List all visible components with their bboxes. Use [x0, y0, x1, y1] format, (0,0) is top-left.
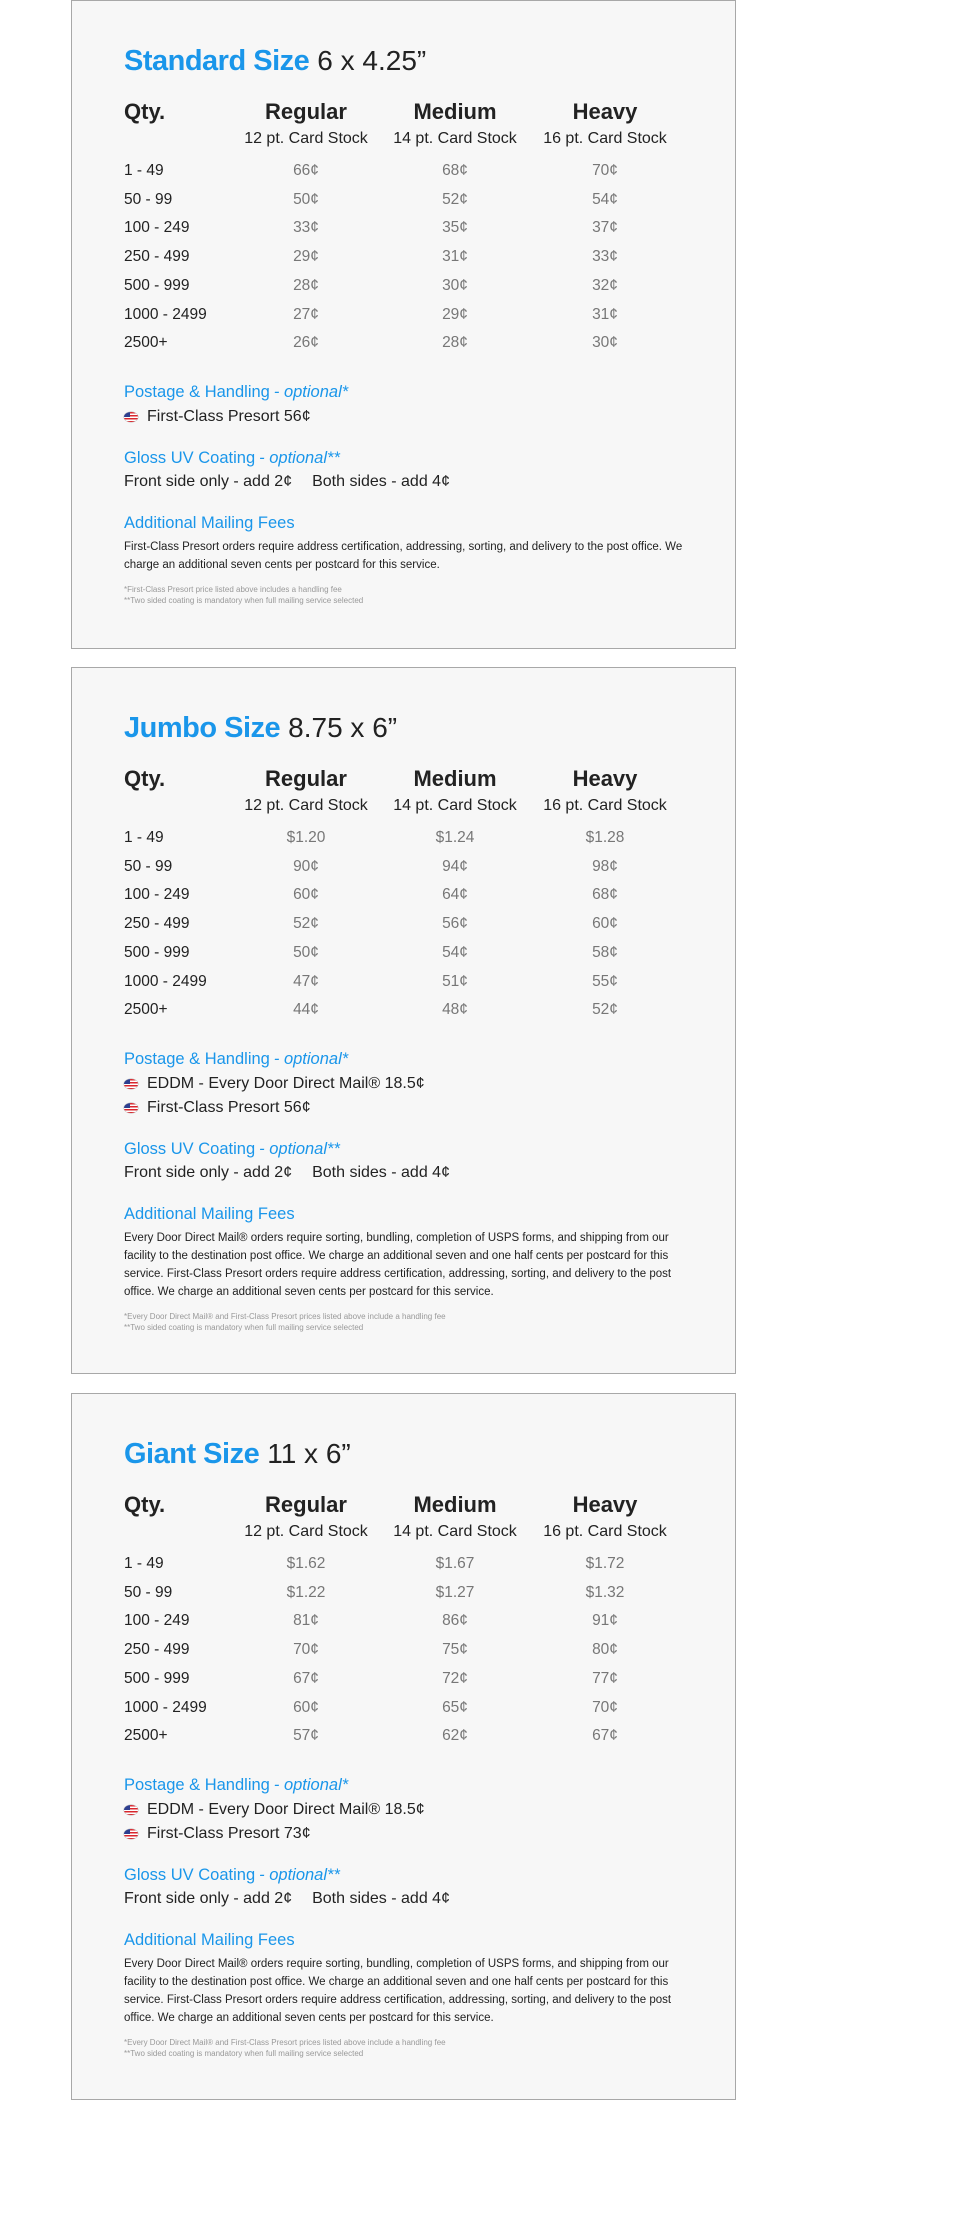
coating-front: Front side only - add 2¢: [124, 1164, 293, 1181]
heavy-header: Heavy: [572, 766, 638, 791]
fees-description: Every Door Direct Mail® orders require sorting, bundling, completion of USPS forms, and shipping from our facility to the destination post office. We charge an additional seven and one half cents per postcard for this service. First-Class Presort orders require address certification, addressing, sorting, and delivery to the post office. We charge an additional seven cents per postcard for this service.: [124, 1958, 672, 2024]
heavy-price: 98¢: [592, 857, 618, 875]
qty-header: Qty.: [124, 1492, 166, 1517]
medium-price: 64¢: [442, 886, 468, 904]
postage-title-text: Postage & Handling: [124, 383, 270, 401]
fees-title: Additional Mailing Fees: [124, 514, 295, 532]
table-row: [124, 1641, 715, 1670]
regular-price: 81¢: [293, 1612, 319, 1630]
medium-price: 62¢: [442, 1727, 468, 1745]
us-flag-icon: [124, 1829, 138, 1839]
postage-title-text: Postage & Handling: [124, 1050, 270, 1068]
medium-price: $1.24: [435, 829, 475, 846]
price-card: [71, 667, 736, 1374]
postage-option-text: EDDM - Every Door Direct Mail® 18.5¢: [147, 1801, 425, 1818]
medium-price: 51¢: [442, 972, 468, 990]
regular-price: 70¢: [293, 1641, 319, 1659]
heavy-price: 77¢: [592, 1669, 618, 1687]
postage-option: [124, 1099, 311, 1117]
regular-price: 27¢: [293, 305, 319, 323]
postage-option-text: First-Class Presort 56¢: [147, 408, 311, 425]
table-row: [124, 306, 715, 335]
medium-price: 35¢: [442, 219, 468, 237]
regular-price: 67¢: [293, 1669, 319, 1687]
postage-title-text: Postage & Handling: [124, 1776, 270, 1794]
postage-option: [124, 408, 311, 426]
regular-price: $1.22: [286, 1583, 326, 1601]
postage-optional: - optional*: [273, 383, 349, 401]
card-title: [124, 45, 426, 78]
heavy-price: 55¢: [592, 972, 618, 990]
footnote-coating: **Two sided coating is mandatory when full mailing service selected: [124, 596, 364, 605]
table-row: [124, 277, 715, 306]
qty-range: 500 - 999: [124, 1669, 190, 1687]
regular-header: Regular: [265, 766, 347, 791]
medium-stock-label: 14 pt. Card Stock: [393, 1523, 517, 1540]
table-row: [124, 915, 715, 944]
coating-options: [124, 473, 450, 491]
regular-stock-label: 12 pt. Card Stock: [244, 1523, 368, 1540]
coating-optional: - optional**: [259, 1866, 340, 1884]
us-flag-icon: [124, 1079, 138, 1089]
coating-title-text: Gloss UV Coating: [124, 449, 256, 467]
qty-range: 250 - 499: [124, 915, 190, 933]
coating-options: [124, 1890, 450, 1908]
size-dimensions: 11 x 6”: [267, 1438, 351, 1469]
size-dimensions: 6 x 4.25”: [317, 45, 427, 76]
qty-range: 100 - 249: [124, 1612, 190, 1630]
postage-optional: - optional*: [273, 1776, 349, 1794]
qty-range: 250 - 499: [124, 1641, 190, 1659]
medium-price: 86¢: [442, 1612, 468, 1630]
size-name: Standard Size: [124, 45, 310, 77]
table-row: [124, 1584, 715, 1613]
regular-price: 66¢: [293, 162, 319, 179]
postage-title: [124, 1776, 348, 1795]
heavy-price: 30¢: [592, 334, 618, 352]
regular-header: Regular: [265, 99, 347, 124]
regular-price: 50¢: [293, 190, 319, 208]
qty-range: 100 - 249: [124, 219, 190, 237]
regular-price: $1.20: [286, 829, 326, 846]
postage-option-text: First-Class Presort 56¢: [147, 1099, 311, 1116]
regular-price: 90¢: [293, 857, 319, 875]
qty-range: 1000 - 2499: [124, 1698, 207, 1716]
medium-price: 48¢: [442, 1001, 468, 1019]
qty-range: 500 - 999: [124, 943, 190, 961]
medium-header: Medium: [413, 99, 497, 124]
card-title: [124, 1438, 351, 1471]
medium-price: 52¢: [442, 190, 468, 208]
regular-stock-label: 12 pt. Card Stock: [244, 130, 368, 147]
qty-range: 50 - 99: [124, 1583, 173, 1601]
heavy-price: 70¢: [592, 162, 618, 179]
us-flag-icon: [124, 412, 138, 422]
size-dimensions: 8.75 x 6”: [288, 712, 398, 743]
medium-price: 28¢: [442, 334, 468, 352]
heavy-price: $1.28: [585, 829, 625, 846]
coating-both: Both sides - add 4¢: [312, 473, 450, 490]
medium-price: 30¢: [442, 276, 468, 294]
coating-title-text: Gloss UV Coating: [124, 1866, 256, 1884]
table-row: [124, 829, 715, 858]
postage-optional: - optional*: [273, 1050, 349, 1068]
qty-range: 1 - 49: [124, 1555, 164, 1572]
qty-header: Qty.: [124, 766, 166, 791]
regular-price: 44¢: [293, 1001, 319, 1019]
heavy-stock-label: 16 pt. Card Stock: [543, 130, 667, 147]
table-row: [124, 191, 715, 220]
coating-optional: - optional**: [259, 449, 340, 467]
regular-stock-label: 12 pt. Card Stock: [244, 797, 368, 814]
footnote-coating: **Two sided coating is mandatory when full mailing service selected: [124, 2049, 364, 2058]
fees-description: Every Door Direct Mail® orders require sorting, bundling, completion of USPS forms, and shipping from our facility to the destination post office. We charge an additional seven and one half cents per postcard for this service. First-Class Presort orders require address certification, addressing, sorting, and delivery to the post office. We charge an additional seven cents per postcard for this service.: [124, 1232, 672, 1298]
qty-range: 1000 - 2499: [124, 972, 207, 990]
footnote-postage: *Every Door Direct Mail® and First-Class Presort prices listed above include a handling fee: [124, 1312, 446, 1321]
medium-price: 72¢: [442, 1669, 468, 1687]
table-row: [124, 1670, 715, 1699]
postage-option-text: EDDM - Every Door Direct Mail® 18.5¢: [147, 1075, 425, 1092]
postage-title: [124, 383, 348, 402]
qty-range: 250 - 499: [124, 248, 190, 266]
medium-price: 54¢: [442, 943, 468, 961]
qty-range: 50 - 99: [124, 857, 173, 875]
table-row: [124, 973, 715, 1002]
coating-both: Both sides - add 4¢: [312, 1164, 450, 1181]
footnote-postage: *Every Door Direct Mail® and First-Class Presort prices listed above include a handling fee: [124, 2038, 446, 2047]
card-content: [124, 668, 715, 1375]
regular-price: 47¢: [293, 972, 319, 990]
qty-range: 100 - 249: [124, 886, 190, 904]
regular-price: $1.62: [286, 1555, 326, 1572]
regular-price: 29¢: [293, 248, 319, 266]
table-row: [124, 1612, 715, 1641]
regular-price: 33¢: [293, 219, 319, 237]
heavy-price: 52¢: [592, 1001, 618, 1019]
regular-price: 60¢: [293, 1698, 319, 1716]
heavy-stock-label: 16 pt. Card Stock: [543, 1523, 667, 1540]
price-card: [71, 0, 736, 649]
card-title: [124, 712, 397, 745]
medium-price: 31¢: [442, 248, 468, 266]
qty-range: 1 - 49: [124, 829, 164, 846]
heavy-price: 67¢: [592, 1727, 618, 1745]
coating-front: Front side only - add 2¢: [124, 473, 293, 490]
heavy-price: 54¢: [592, 190, 618, 208]
medium-price: $1.67: [435, 1555, 475, 1572]
coating-options: [124, 1164, 450, 1182]
regular-price: 28¢: [293, 276, 319, 294]
heavy-stock-label: 16 pt. Card Stock: [543, 797, 667, 814]
coating-title: [124, 1140, 340, 1159]
heavy-header: Heavy: [572, 1492, 638, 1517]
size-name: Jumbo Size: [124, 712, 281, 744]
qty-range: 2500+: [124, 1001, 168, 1019]
heavy-price: 32¢: [592, 276, 618, 294]
us-flag-icon: [124, 1103, 138, 1113]
postage-option: [124, 1075, 425, 1093]
heavy-price: $1.32: [585, 1583, 625, 1601]
medium-price: $1.27: [435, 1583, 475, 1601]
table-row: [124, 248, 715, 277]
heavy-price: 31¢: [592, 305, 618, 323]
qty-range: 1 - 49: [124, 162, 164, 179]
table-row: [124, 886, 715, 915]
medium-price: 68¢: [442, 162, 468, 179]
table-row: [124, 334, 715, 363]
qty-range: 2500+: [124, 1727, 168, 1745]
qty-header: Qty.: [124, 99, 166, 124]
heavy-price: 33¢: [592, 248, 618, 266]
medium-price: 65¢: [442, 1698, 468, 1716]
us-flag-icon: [124, 1805, 138, 1815]
qty-range: 1000 - 2499: [124, 305, 207, 323]
postage-option: [124, 1825, 311, 1843]
postage-option: [124, 1801, 425, 1819]
coating-title-text: Gloss UV Coating: [124, 1140, 256, 1158]
table-row: [124, 1727, 715, 1756]
size-name: Giant Size: [124, 1438, 260, 1470]
medium-price: 29¢: [442, 305, 468, 323]
table-row: [124, 1555, 715, 1584]
regular-price: 50¢: [293, 943, 319, 961]
medium-price: 94¢: [442, 857, 468, 875]
medium-header: Medium: [413, 766, 497, 791]
qty-range: 500 - 999: [124, 276, 190, 294]
postage-title: [124, 1050, 348, 1069]
coating-optional: - optional**: [259, 1140, 340, 1158]
qty-range: 50 - 99: [124, 190, 173, 208]
coating-title: [124, 449, 340, 468]
footnote-postage: *First-Class Presort price listed above includes a handling fee: [124, 585, 342, 594]
regular-price: 26¢: [293, 334, 319, 352]
heavy-price: 68¢: [592, 886, 618, 904]
regular-price: 60¢: [293, 886, 319, 904]
medium-stock-label: 14 pt. Card Stock: [393, 797, 517, 814]
regular-header: Regular: [265, 1492, 347, 1517]
card-content: [124, 1394, 715, 2101]
medium-price: 75¢: [442, 1641, 468, 1659]
regular-price: 57¢: [293, 1727, 319, 1745]
table-row: [124, 1001, 715, 1030]
fees-title: Additional Mailing Fees: [124, 1931, 295, 1949]
table-row: [124, 219, 715, 248]
card-content: [124, 1, 715, 650]
heavy-price: 80¢: [592, 1641, 618, 1659]
medium-stock-label: 14 pt. Card Stock: [393, 130, 517, 147]
regular-price: 52¢: [293, 915, 319, 933]
coating-front: Front side only - add 2¢: [124, 1890, 293, 1907]
heavy-price: 58¢: [592, 943, 618, 961]
heavy-price: 91¢: [592, 1612, 618, 1630]
heavy-price: 37¢: [592, 219, 618, 237]
price-card: [71, 1393, 736, 2100]
fees-title: Additional Mailing Fees: [124, 1205, 295, 1223]
heavy-price: $1.72: [585, 1555, 625, 1572]
postage-option-text: First-Class Presort 73¢: [147, 1825, 311, 1842]
table-row: [124, 944, 715, 973]
table-row: [124, 162, 715, 191]
coating-both: Both sides - add 4¢: [312, 1890, 450, 1907]
table-row: [124, 858, 715, 887]
coating-title: [124, 1866, 340, 1885]
fees-description: First-Class Presort orders require address certification, addressing, sorting, and delivery to the post office. We charge an additional seven cents per postcard for this service.: [124, 541, 683, 571]
heavy-header: Heavy: [572, 99, 638, 124]
table-row: [124, 1699, 715, 1728]
heavy-price: 60¢: [592, 915, 618, 933]
heavy-price: 70¢: [592, 1698, 618, 1716]
footnote-coating: **Two sided coating is mandatory when full mailing service selected: [124, 1323, 364, 1332]
qty-range: 2500+: [124, 334, 168, 352]
medium-header: Medium: [413, 1492, 497, 1517]
medium-price: 56¢: [442, 915, 468, 933]
